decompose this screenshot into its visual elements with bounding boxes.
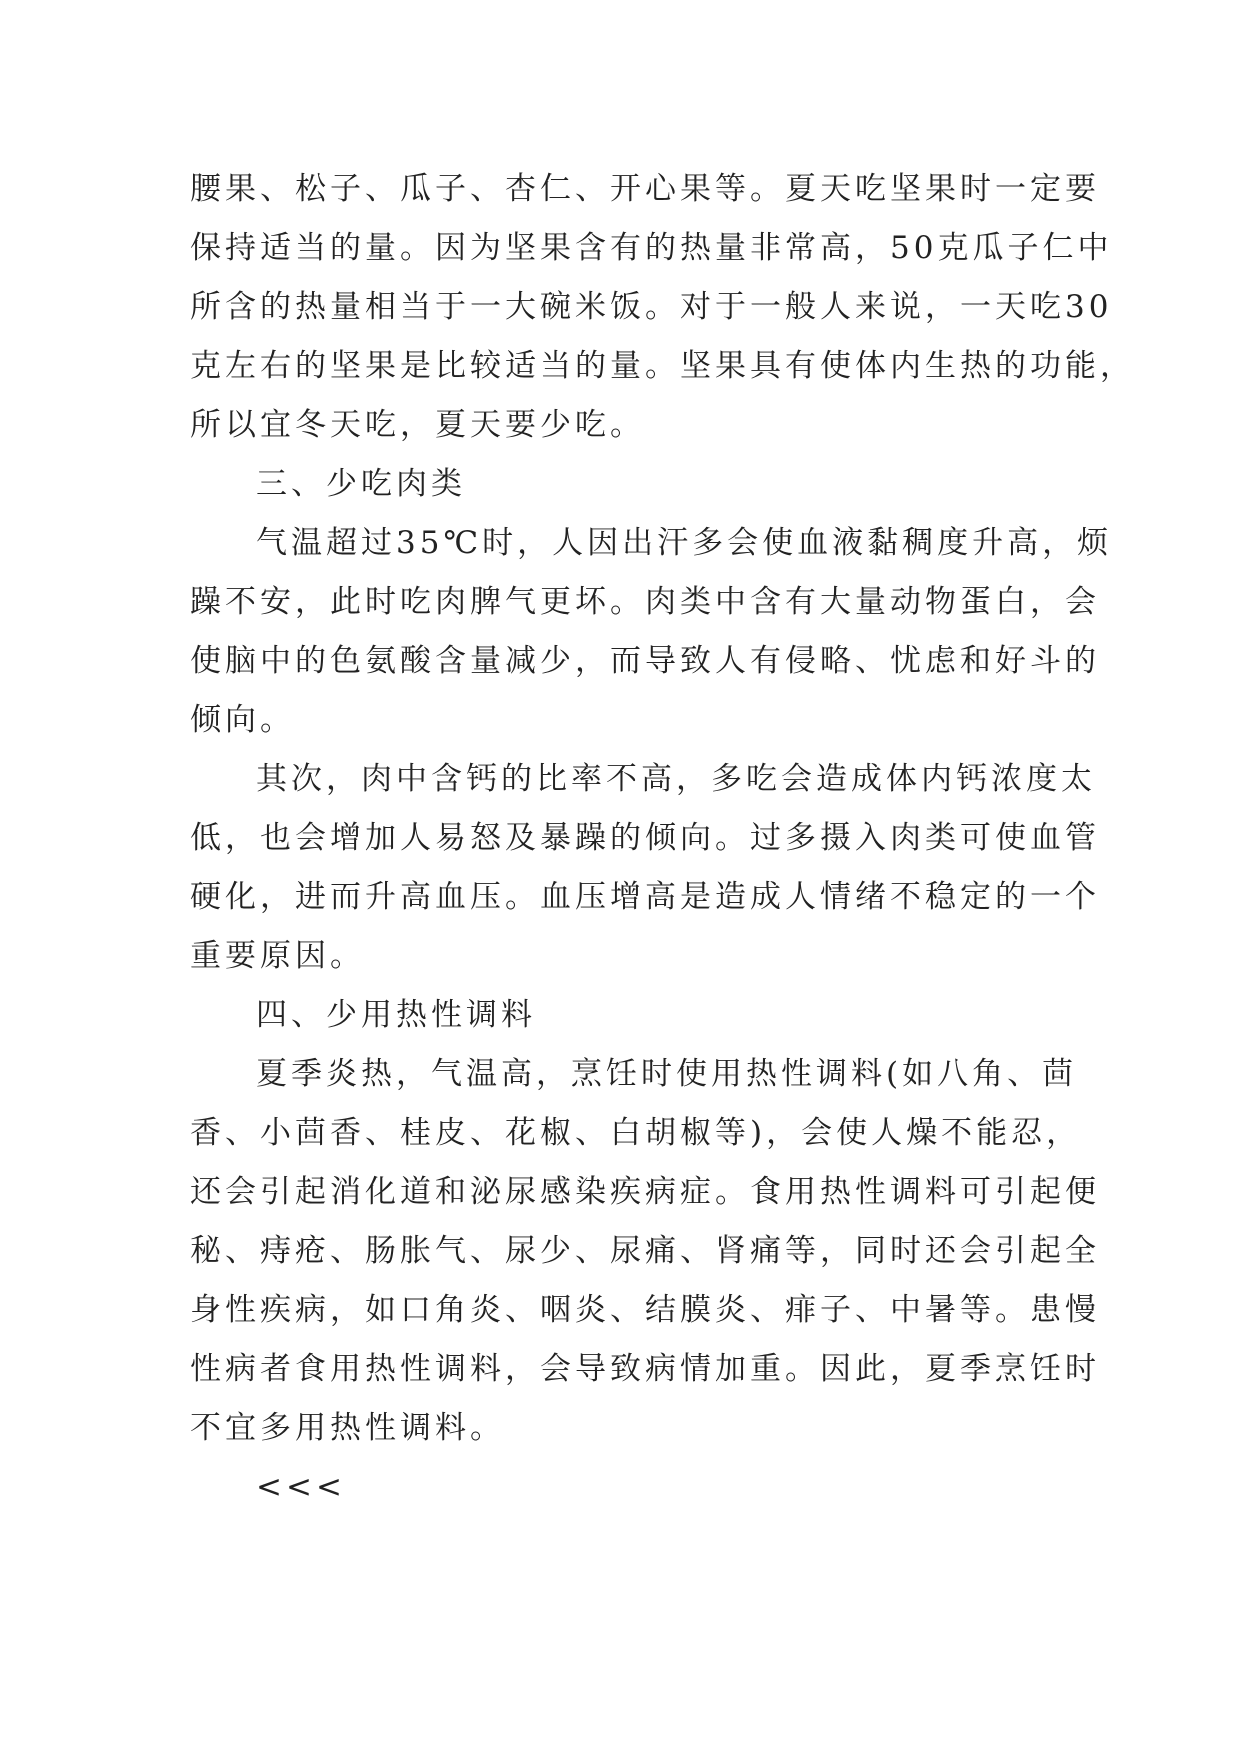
text-line: 不宜多用热性调料。 [190, 1410, 505, 1446]
text-line: 硬化，进而升高血压。血压增高是造成人情绪不稳定的一个 [190, 879, 1100, 915]
text-line: 气温超过35℃时，人因出汗多会使血液黏稠度升高，烦 [256, 525, 1113, 561]
text-line: 所以宜冬天吃，夏天要少吃。 [190, 407, 645, 443]
text-line: 躁不安，此时吃肉脾气更坏。肉类中含有大量动物蛋白，会 [190, 584, 1100, 620]
text-line: 克左右的坚果是比较适当的量。坚果具有使体内生热的功能， [190, 348, 1135, 384]
document-body [190, 160, 1135, 1517]
text-line: 还会引起消化道和泌尿感染疾病症。食用热性调料可引起便 [190, 1174, 1100, 1210]
text-line: 夏季炎热，气温高，烹饪时使用热性调料(如八角、茴 [256, 1056, 1078, 1092]
text-line: 低，也会增加人易怒及暴躁的倾向。过多摄入肉类可使血管 [190, 820, 1100, 856]
text-line: 倾向。 [190, 702, 295, 738]
text-line: 其次，肉中含钙的比率不高，多吃会造成体内钙浓度太 [256, 761, 1096, 797]
text-line: 重要原因。 [190, 938, 365, 974]
text-line: 香、小茴香、桂皮、花椒、白胡椒等)，会使人燥不能忍， [190, 1115, 1082, 1151]
text-line: 使脑中的色氨酸含量减少，而导致人有侵略、忧虑和好斗的 [190, 643, 1100, 679]
text-line: 身性疾病，如口角炎、咽炎、结膜炎、痱子、中暑等。患慢 [190, 1292, 1100, 1328]
section-heading: 四、少用热性调料 [256, 997, 536, 1033]
text-line: 所含的热量相当于一大碗米饭。对于一般人来说，一天吃30 [190, 289, 1113, 325]
text-line: 性病者食用热性调料，会导致病情加重。因此，夏季烹饪时 [190, 1351, 1100, 1387]
text-line: 腰果、松子、瓜子、杏仁、开心果等。夏天吃坚果时一定要 [190, 171, 1100, 207]
section-heading: 三、少吃肉类 [256, 466, 466, 502]
text-line: 保持适当的量。因为坚果含有的热量非常高，50克瓜子仁中 [190, 230, 1113, 266]
back-marker: <<< [256, 1469, 346, 1505]
text-line: 秘、痔疮、肠胀气、尿少、尿痛、肾痛等，同时还会引起全 [190, 1233, 1100, 1269]
